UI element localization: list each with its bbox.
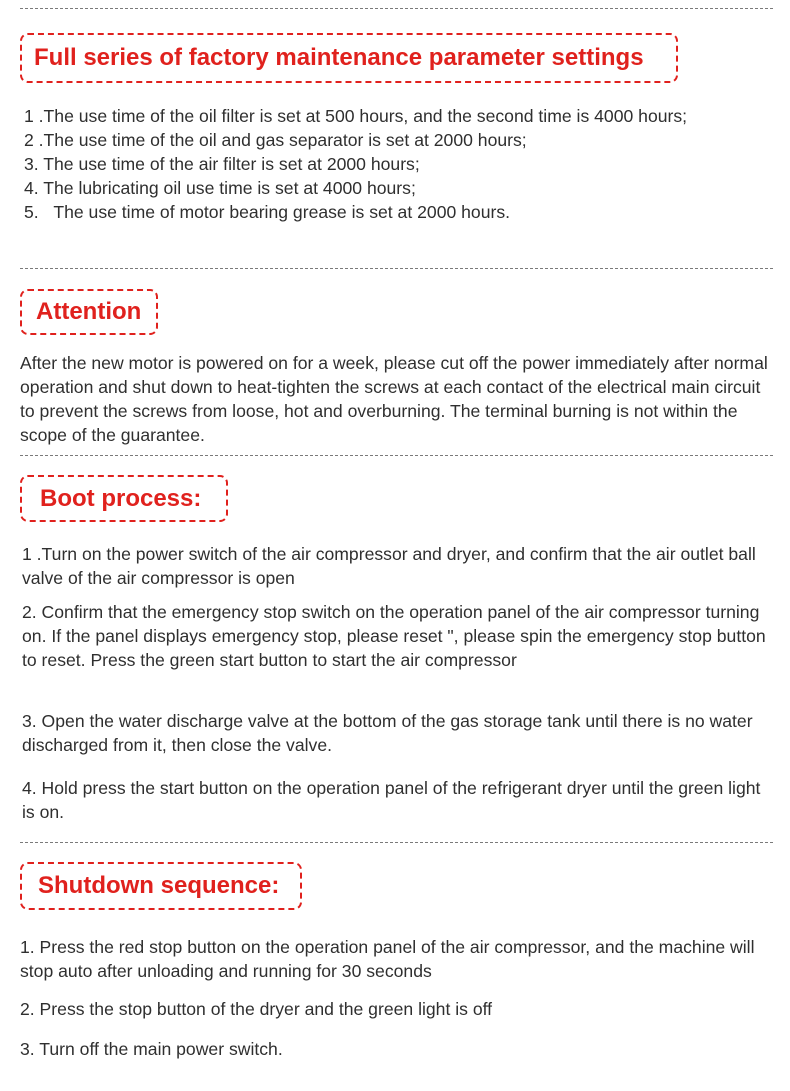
boot-title: [20, 475, 228, 522]
maintenance-title-text: Full series of factory maintenance parameter settings: [34, 44, 644, 71]
maintenance-item: 3. The use time of the air filter is set at 2000 hours;: [24, 154, 420, 174]
attention-title: [20, 289, 158, 335]
shutdown-title-text: Shutdown sequence:: [38, 872, 280, 899]
boot-step: 2. Confirm that the emergency stop switch on the operation panel of the air compressor turning on. If the panel displays emergency stop, please reset ", please spin the emergency stop button to reset. Press the green start button to start the air compressor: [22, 602, 766, 670]
boot-step: 3. Open the water discharge valve at the bottom of the gas storage tank until there is no water discharged from it, then close the valve.: [22, 711, 753, 755]
maintenance-item: 2 .The use time of the oil and gas separator is set at 2000 hours;: [24, 130, 527, 150]
shutdown-title: [20, 862, 302, 910]
maintenance-item: 5. The use time of motor bearing grease is set at 2000 hours.: [24, 202, 511, 222]
section-divider: [20, 268, 773, 269]
maintenance-title: [20, 33, 678, 83]
top-divider: [20, 8, 773, 9]
maintenance-item: 1 .The use time of the oil filter is set at 500 hours, and the second time is 4000 hours;: [24, 106, 688, 126]
attention-body: After the new motor is powered on for a week, please cut off the power immediately after normal operation and shut down to heat-tighten the screws at each contact of the electrical main circuit to prevent the screws from loose, hot and overburning. The terminal burning is not within the scope of the guarantee.: [20, 353, 768, 445]
boot-step: 1 .Turn on the power switch of the air compressor and dryer, and confirm that the air outlet ball valve of the air compressor is open: [22, 544, 756, 588]
maintenance-list: [24, 104, 744, 224]
maintenance-item: 4. The lubricating oil use time is set at 4000 hours;: [24, 178, 416, 198]
boot-step: 4. Hold press the start button on the operation panel of the refrigerant dryer until the green light is on.: [22, 778, 761, 822]
boot-title-text: Boot process:: [40, 484, 202, 512]
section-divider: [20, 842, 773, 843]
attention-title-text: Attention: [36, 298, 142, 325]
section-divider: [20, 455, 773, 456]
shutdown-step: 1. Press the red stop button on the operation panel of the air compressor, and the machine will stop auto after unloading and running for 30 seconds: [20, 937, 755, 981]
shutdown-step: 3. Turn off the main power switch.: [20, 1039, 283, 1059]
shutdown-step: 2. Press the stop button of the dryer and the green light is off: [20, 999, 493, 1019]
